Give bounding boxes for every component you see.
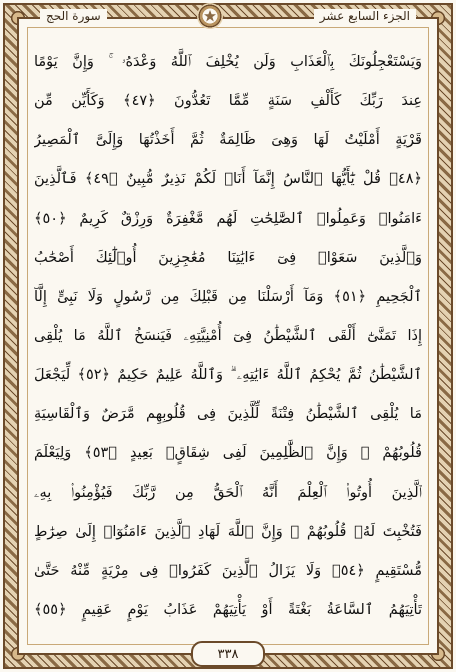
- verse-text-block: [34, 40, 422, 632]
- text-line: ٱلشَّيْطَٰنُ ثُمَّ يُحْكِمُ ٱللَّهُ ءَايَٰتِهِۦ ۗ وَٱللَّهُ عَلِيمٌ حَكِيمٌ ﴿٥٢﴾ لِّيَجْعَلَ: [34, 367, 422, 384]
- text-line: ﴿٤٨﴾ قُلْ يَٰٓأَيُّهَا ٱلنَّاسُ إِنَّمَآ أَنَا۠ لَكُمْ نَذِيرٌ مُّبِينٌ ﴿٤٩﴾ فَٱلَّذِينَ: [34, 171, 422, 188]
- text-line: ٱلْجَحِيمِ ﴿٥١﴾ وَمَآ أَرْسَلْنَا مِن قَبْلِكَ مِن رَّسُولٍ وَلَا نَبِىٍّ إِلَّآ: [34, 288, 422, 305]
- text-line: وَيَسْتَعْجِلُونَكَ بِٱلْعَذَابِ وَلَن يُخْلِفَ ٱللَّهُ وَعْدَهُۥ ۚ وَإِنَّ يَوْمًا: [34, 54, 422, 70]
- text-line: وَٱلَّذِينَ سَعَوْا۟ فِىٓ ءَايَٰتِنَا مُعَٰجِزِينَ أُو۟لَٰٓئِكَ أَصْحَٰبُ: [34, 249, 422, 266]
- surah-label: سورة الحج: [40, 9, 107, 23]
- text-line: إِذَا تَمَنَّىٰٓ أَلْقَى ٱلشَّيْطَٰنُ فِىٓ أُمْنِيَّتِهِۦ فَيَنسَخُ ٱللَّهُ مَا يُلْقِى: [34, 327, 422, 344]
- hizb-medallion-icon: [197, 3, 223, 29]
- text-line: مَا يُلْقِى ٱلشَّيْطَٰنُ فِتْنَةً لِّلَّذِينَ فِى قُلُوبِهِم مَّرَضٌ وَٱلْقَاسِيَةِ: [34, 406, 422, 423]
- text-line: تَأْتِيَهُمُ ٱلسَّاعَةُ بَغْتَةً أَوْ يَأْتِيَهُمْ عَذَابُ يَوْمٍ عَقِيمٍ ﴿٥٥﴾: [34, 601, 422, 618]
- page-footer: [0, 636, 456, 672]
- text-line: فَتُخْبِتَ لَهُۥ قُلُوبُهُمْ ۗ وَإِنَّ ٱللَّهَ لَهَادِ ٱلَّذِينَ ءَامَنُوٓا۟ إِلَىٰ صِرَٰطٍ: [34, 523, 422, 540]
- juz-label: الجزء السابع عشر: [314, 9, 416, 23]
- text-line: قُلُوبُهُمْ ۗ وَإِنَّ ٱلظَّٰلِمِينَ لَفِى شِقَاقٍۭ بَعِيدٍ ﴿٥٣﴾ وَلِيَعْلَمَ: [34, 445, 422, 462]
- text-line: ٱلَّذِينَ أُوتُوا۟ ٱلْعِلْمَ أَنَّهُ ٱلْحَقُّ مِن رَّبِّكَ فَيُؤْمِنُوا۟ بِهِۦ: [34, 484, 422, 501]
- text-line: مُّسْتَقِيمٍ ﴿٥٤﴾ وَلَا يَزَالُ ٱلَّذِينَ كَفَرُوا۟ فِى مِرْيَةٍ مِّنْهُ حَتَّىٰ: [34, 562, 422, 579]
- text-line: قَرْيَةٍ أَمْلَيْتُ لَهَا وَهِىَ ظَالِمَةٌ ثُمَّ أَخَذْتُهَا وَإِلَىَّ ٱلْمَصِيرُ: [34, 132, 422, 149]
- text-line: ءَامَنُوا۟ وَعَمِلُوا۟ ٱلصَّٰلِحَٰتِ لَهُم مَّغْفِرَةٌ وَرِزْقٌ كَرِيمٌ ﴿٥٠﴾: [34, 210, 422, 227]
- page-number: ٣٣٨: [191, 641, 265, 667]
- text-line: عِندَ رَبِّكَ كَأَلْفِ سَنَةٍ مِّمَّا تَعُدُّونَ ﴿٤٧﴾ وَكَأَيِّن مِّن: [34, 93, 422, 110]
- page-header: [40, 0, 416, 32]
